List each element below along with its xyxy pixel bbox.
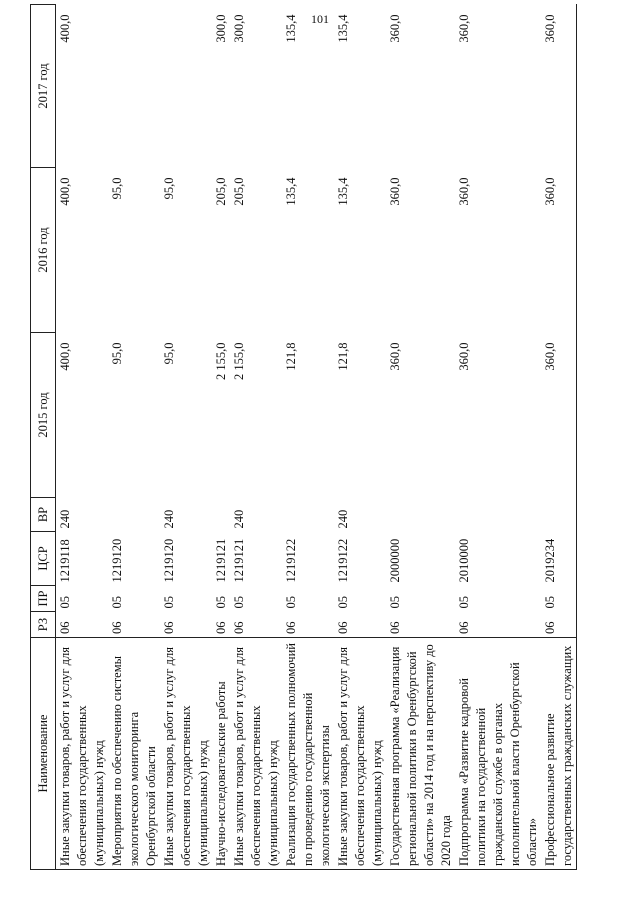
- row-name: Научно-исследовательские работы: [212, 638, 230, 870]
- table-row: [541, 5, 577, 870]
- row-name: Подпрограмма «Развитие кадровой политики на государственной гражданской службе в органах исполнительной власти Оренбургской области»: [455, 638, 541, 870]
- row-2017: 135,4: [336, 14, 350, 43]
- row-pr: 05: [232, 596, 246, 609]
- header-2017: 2017 год: [31, 5, 56, 168]
- table-row: [160, 5, 212, 870]
- row-2017: 360,0: [541, 5, 577, 168]
- row-rz: 06: [336, 621, 350, 634]
- row-2015: 360,0: [457, 342, 471, 371]
- row-2017: 135,4: [284, 14, 298, 43]
- row-vr: [282, 498, 334, 532]
- row-rz: 06: [388, 621, 402, 634]
- row-vr: 240: [58, 509, 72, 529]
- row-2017: 300,0: [214, 14, 228, 43]
- page-number: 101: [311, 12, 329, 26]
- row-rz: 06: [457, 621, 471, 634]
- row-2016: 95,0: [110, 177, 124, 200]
- row-name: Мероприятия по обеспечению системы экологического мониторинга Оренбургской области: [108, 638, 160, 870]
- row-pr: 05: [336, 596, 350, 609]
- header-csr: ЦСР: [31, 532, 56, 586]
- row-pr: 05: [284, 596, 298, 609]
- row-2015: 121,8: [336, 342, 350, 371]
- row-2017: 360,0: [457, 14, 471, 43]
- row-rz: 06: [110, 621, 124, 634]
- row-csr: 2000000: [388, 538, 402, 583]
- row-2017: [108, 5, 160, 168]
- row-vr: [108, 498, 160, 532]
- row-name: Государственная программа «Реализация региональной политики в Оренбургской области» на 2014 год и на перспективу до 2020 года: [386, 638, 455, 870]
- header-2016: 2016 год: [31, 168, 56, 333]
- header-vr: ВР: [31, 498, 56, 532]
- row-2016: 360,0: [541, 168, 577, 333]
- row-name: Реализация государственных полномочий по проведению государственной экологической экспертизы: [282, 638, 334, 870]
- header-pr: ПР: [31, 586, 56, 612]
- table-row: [282, 5, 334, 870]
- row-pr: 05: [110, 596, 124, 609]
- row-2016: 360,0: [388, 177, 402, 206]
- row-name: Иные закупки товаров, работ и услуг для обеспечения государственных (муниципальных) нужд: [334, 638, 386, 870]
- row-vr: [455, 498, 541, 532]
- row-2015: 400,0: [58, 342, 72, 371]
- row-vr: 240: [162, 509, 176, 529]
- row-csr: 1219122: [284, 538, 298, 583]
- row-pr: 05: [214, 596, 228, 609]
- row-vr: 240: [336, 509, 350, 529]
- row-vr: [541, 498, 577, 532]
- row-vr: [212, 498, 230, 532]
- table-header-row: [31, 5, 56, 870]
- row-2015: 2 155,0: [232, 342, 246, 380]
- row-pr: 05: [541, 586, 577, 612]
- row-rz: 06: [214, 621, 228, 634]
- row-pr: 05: [457, 596, 471, 609]
- row-csr: 2019234: [541, 532, 577, 586]
- row-name: Иные закупки товаров, работ и услуг для обеспечения государственных (муниципальных) нужд: [56, 638, 109, 870]
- row-2015: 360,0: [388, 342, 402, 371]
- table-row: [56, 5, 109, 870]
- budget-table: [30, 4, 577, 870]
- table-row: [455, 5, 541, 870]
- table-row: [386, 5, 455, 870]
- row-rz: 06: [162, 621, 176, 634]
- row-2016: 360,0: [457, 177, 471, 206]
- row-2016: 205,0: [232, 177, 246, 206]
- row-rz: 06: [541, 612, 577, 638]
- row-2016: 95,0: [162, 177, 176, 200]
- row-2015: 121,8: [284, 342, 298, 371]
- row-csr: 1219118: [58, 539, 72, 583]
- row-csr: 1219121: [214, 538, 228, 583]
- row-vr: 240: [232, 509, 246, 529]
- table-row: [212, 5, 230, 870]
- header-name: Наименование: [31, 638, 56, 870]
- row-2015: 95,0: [162, 342, 176, 365]
- row-pr: 05: [388, 596, 402, 609]
- row-2015: 95,0: [110, 342, 124, 365]
- row-2017: 300,0: [232, 14, 246, 43]
- rotated-page: [30, 5, 630, 870]
- row-csr: 1219122: [336, 538, 350, 583]
- row-csr: 2010000: [457, 538, 471, 583]
- row-2016: 400,0: [58, 177, 72, 206]
- row-vr: [386, 498, 455, 532]
- table-row: [108, 5, 160, 870]
- row-2016: 205,0: [214, 177, 228, 206]
- table-row: [334, 5, 386, 870]
- row-csr: 1219120: [110, 538, 124, 583]
- row-2015: 2 155,0: [214, 342, 228, 380]
- row-name: Иные закупки товаров, работ и услуг для обеспечения государственных (муниципальных) нужд: [160, 638, 212, 870]
- row-rz: 06: [232, 621, 246, 634]
- row-name: Профессиональное развитие государственных гражданских служащих: [541, 638, 577, 870]
- row-csr: 1219120: [162, 538, 176, 583]
- row-rz: 06: [58, 621, 72, 634]
- row-2016: 135,4: [336, 177, 350, 206]
- row-2017: 400,0: [58, 14, 72, 43]
- table-row: [230, 5, 282, 870]
- header-rz: РЗ: [31, 612, 56, 638]
- row-rz: 06: [284, 621, 298, 634]
- row-pr: 05: [162, 596, 176, 609]
- row-2015: 360,0: [541, 333, 577, 498]
- row-2017: 360,0: [388, 14, 402, 43]
- row-name: Иные закупки товаров, работ и услуг для обеспечения государственных (муниципальных) нужд: [230, 638, 282, 870]
- row-2017: [160, 5, 212, 168]
- row-csr: 1219121: [232, 538, 246, 583]
- row-2016: 135,4: [284, 177, 298, 206]
- row-pr: 05: [58, 596, 72, 609]
- header-2015: 2015 год: [31, 333, 56, 498]
